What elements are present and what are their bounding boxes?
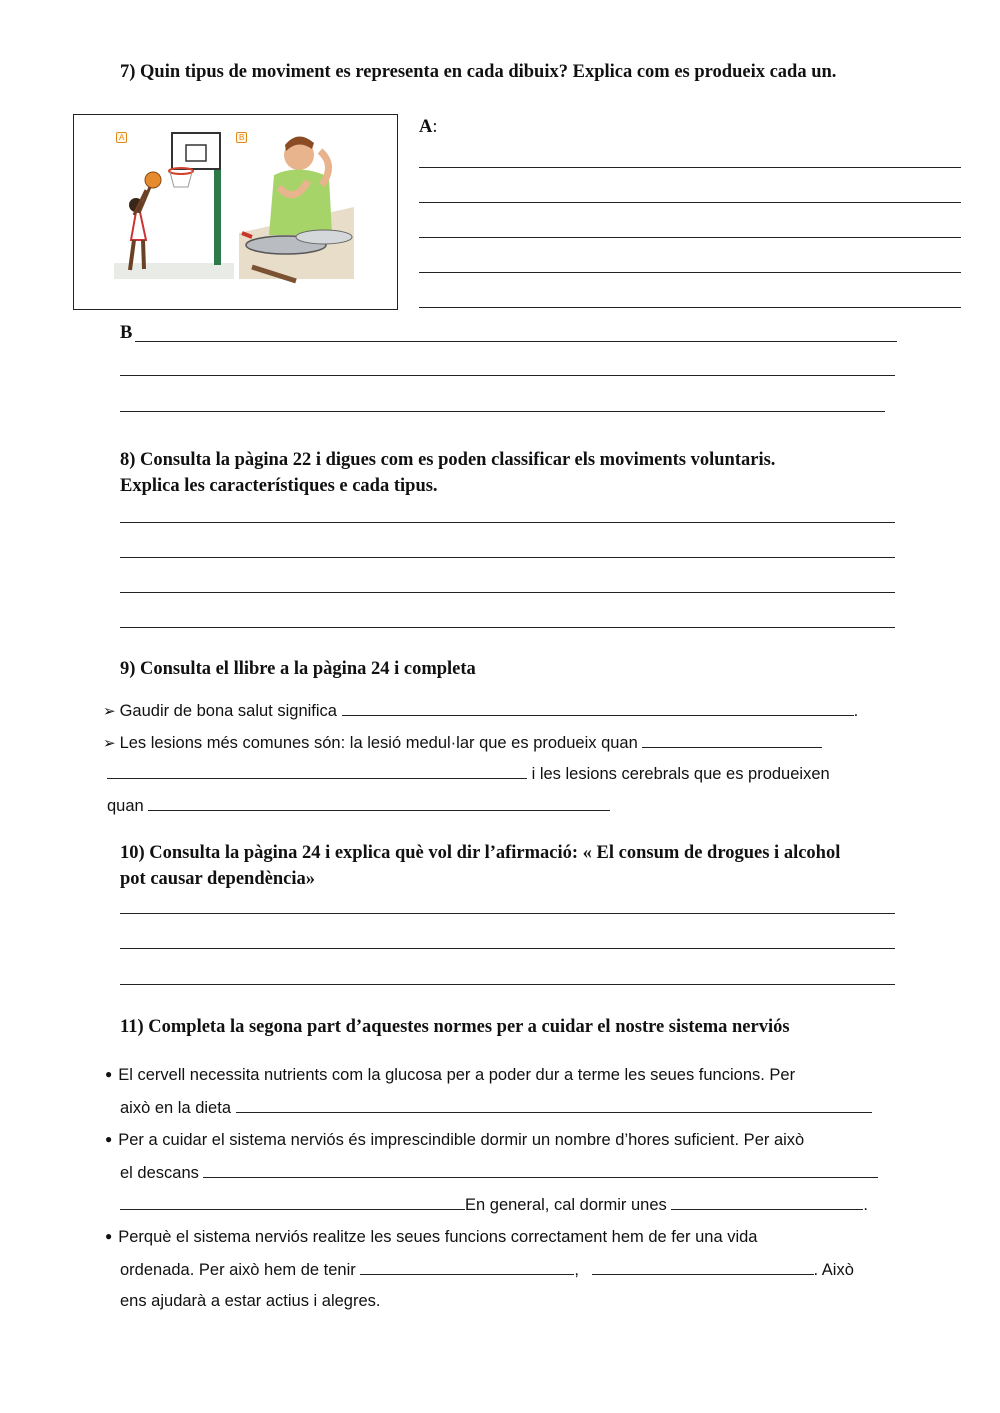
q8-line-2[interactable] [120, 557, 895, 558]
bullet-icon: ● [105, 1132, 113, 1146]
q9-item-2-end: quan [107, 796, 610, 816]
answer-line-a1[interactable] [419, 167, 961, 168]
answer-line-a3[interactable] [419, 237, 961, 238]
q9-field-4[interactable] [148, 796, 610, 811]
q9-field-2[interactable] [642, 733, 822, 748]
label-b: B [120, 323, 133, 343]
answer-line-a2[interactable] [419, 202, 961, 203]
answer-line-b3[interactable] [120, 411, 885, 412]
q9-item-2: ➢ Les lesions més comunes són: la lesió medul·lar que es produeix quan [103, 733, 822, 753]
q9-item-2-cont: i les lesions cerebrals que es produeixen [107, 764, 830, 784]
q10-line-2[interactable] [120, 948, 895, 949]
q11-bullet-1-line-2: això en la dieta [120, 1098, 872, 1118]
q8-line-3[interactable] [120, 592, 895, 593]
q11-bullet-2: ● Per a cuidar el sistema nerviós és imprescindible dormir un nombre d’hores suficient. Per això [105, 1131, 805, 1149]
player-shirt [131, 212, 146, 240]
q10-line-3[interactable] [120, 984, 895, 985]
q11-field-rest[interactable] [203, 1163, 878, 1178]
q7-title: 7) Quin tipus de moviment es representa en cada dibuix? Explica com es produeix cada un. [120, 62, 837, 82]
q8-line-4[interactable] [120, 627, 895, 628]
tag-b: B [236, 132, 247, 143]
q11-field-habit-2[interactable] [592, 1260, 814, 1275]
answer-line-b2[interactable] [120, 375, 895, 376]
drawing-svg [74, 115, 396, 308]
q10-line-1[interactable] [120, 913, 895, 914]
q8-title-2: Explica les característiques e cada tipus. [120, 476, 438, 496]
q11-bullet-1: ● El cervell necessita nutrients com la glucosa per a poder dur a terme les seues funcions. Per [105, 1066, 796, 1084]
backboard [172, 133, 220, 169]
q9-item-1: ➢ Gaudir de bona salut significa . [103, 702, 859, 720]
tag-a: A [116, 132, 127, 143]
answer-line-a5[interactable] [419, 307, 961, 308]
arrow-icon: ➢ [103, 735, 116, 752]
label-a: A: [419, 117, 438, 137]
q11-field-hours[interactable] [671, 1195, 863, 1210]
hoop-rim [169, 168, 193, 174]
ball [145, 172, 161, 188]
answer-line-a4[interactable] [419, 272, 961, 273]
answer-line-b1[interactable] [135, 341, 897, 342]
q11-field-rest-2[interactable] [120, 1195, 465, 1210]
q10-title-1: 10) Consulta la pàgina 24 i explica què vol dir l’afirmació: « El consum de drogues i alcohol [120, 843, 841, 863]
q11-bullet-2-line-2: el descans [120, 1163, 878, 1183]
q11-bullet-3-line-3: ens ajudarà a estar actius i alegres. [120, 1292, 381, 1310]
bullet-icon: ● [105, 1229, 113, 1243]
q8-title-1: 8) Consulta la pàgina 22 i digues com es poden classificar els moviments voluntaris. [120, 450, 776, 470]
q11-bullet-3: ● Perquè el sistema nerviós realitze les seues funcions correctament hem de fer una vida [105, 1228, 758, 1246]
movement-illustration [73, 114, 398, 310]
arrow-icon: ➢ [103, 703, 116, 720]
q9-field-1[interactable] [342, 701, 854, 716]
q8-line-1[interactable] [120, 522, 895, 523]
bullet-icon: ● [105, 1067, 113, 1081]
q11-bullet-2-line-3: En general, cal dormir unes . [120, 1195, 868, 1215]
q10-title-2: pot causar dependència» [120, 869, 315, 889]
q11-field-diet[interactable] [236, 1098, 872, 1113]
q11-title: 11) Completa la segona part d’aquestes normes per a cuidar el nostre sistema nerviós [120, 1017, 790, 1037]
q9-field-3[interactable] [107, 764, 527, 779]
q9-title: 9) Consulta el llibre a la pàgina 24 i completa [120, 659, 476, 679]
q11-field-habit-1[interactable] [360, 1260, 574, 1275]
q11-bullet-3-line-2: ordenada. Per això hem de tenir , . Això [120, 1261, 854, 1279]
